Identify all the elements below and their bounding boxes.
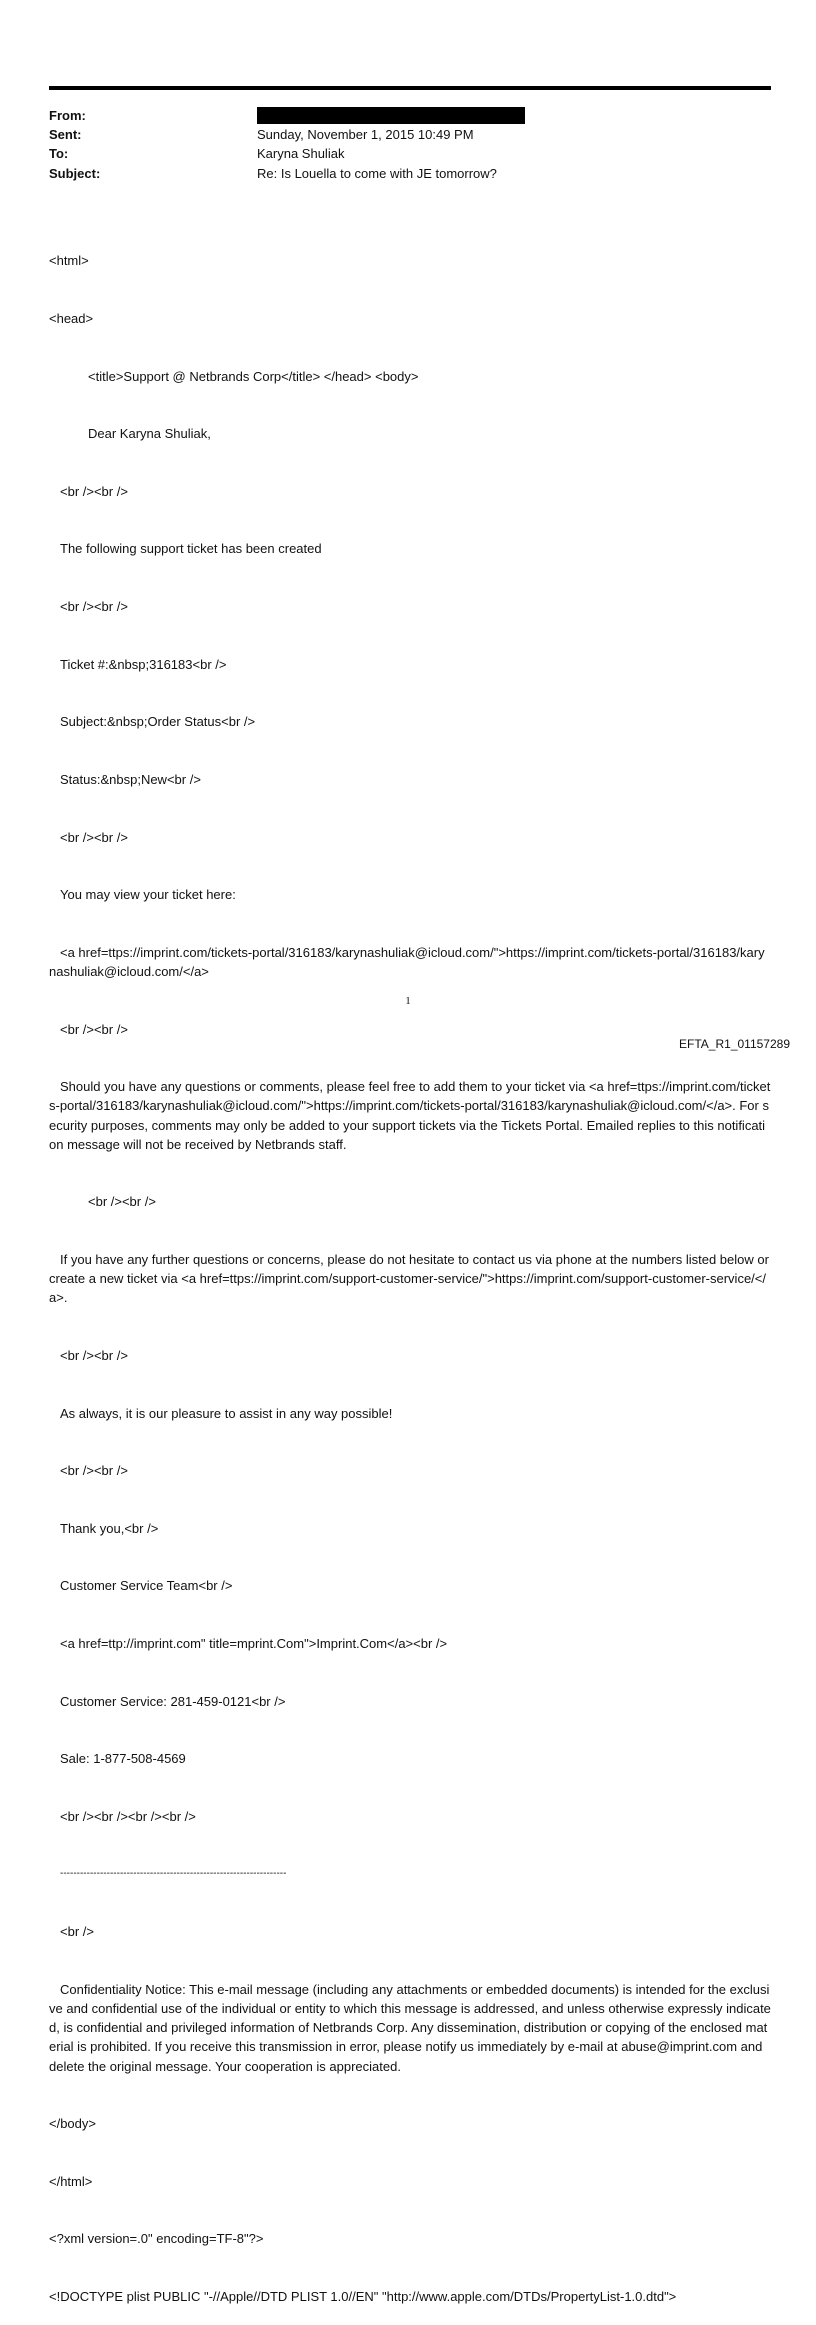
body-line: The following support ticket has been created <box>60 541 322 557</box>
body-line: <?xml version=.0" encoding=TF-8"?> <box>49 2231 264 2247</box>
body-line: Status:&nbsp;New<br /> <box>60 771 201 787</box>
body-line: Subject:&nbsp;Order Status<br /> <box>60 714 256 730</box>
sent-row <box>49 125 771 144</box>
body-line: <br /><br /> <box>60 829 128 845</box>
body-line: <a href=ttps://imprint.com/tickets-portal/316183/karynashuliak@icloud.com/">https://imprint.com/tickets-portal/316183/karynashuliak@icloud.com/</a> <box>49 944 765 979</box>
body-line: Customer Service: 281-459-0121<br /> <box>60 1693 286 1709</box>
from-label: From: <box>49 108 86 123</box>
body-line: <title>Support @ Netbrands Corp</title> </head> <body> <box>88 368 419 384</box>
body-line: <br /><br /><br /><br /> <box>60 1808 196 1824</box>
body-line: <!DOCTYPE plist PUBLIC "-//Apple//DTD PLIST 1.0//EN" "http://www.apple.com/DTDs/PropertyList-1.0.dtd"> <box>49 2288 677 2304</box>
body-line: </body> <box>49 2116 96 2132</box>
subject-value: Re: Is Louella to come with JE tomorrow? <box>257 165 497 181</box>
subject-label: Subject: <box>49 165 101 181</box>
to-value: Karyna Shuliak <box>257 146 345 162</box>
body-line: </html> <box>49 2173 93 2189</box>
page-number: 1 <box>405 995 411 1007</box>
email-body <box>49 213 771 2325</box>
sent-value: Sunday, November 1, 2015 10:49 PM <box>257 127 474 143</box>
body-line: <br /><br /> <box>88 1194 156 1210</box>
body-line: <br /><br /> <box>60 483 128 499</box>
body-line: As always, it is our pleasure to assist in any way possible! <box>60 1405 393 1421</box>
body-line: Thank you,<br /> <box>60 1520 159 1536</box>
body-line: <a href=ttp://imprint.com" title=mprint.Com">Imprint.Com</a><br /> <box>60 1636 448 1652</box>
body-line: <br /><br /> <box>60 1021 128 1037</box>
body-line: Sale: 1-877-508-4569 <box>60 1751 186 1767</box>
header-rule <box>49 86 771 90</box>
to-row <box>49 144 771 163</box>
redaction-box <box>257 107 525 124</box>
confidentiality-notice: Confidentiality Notice: This e-mail message (including any attachments or embedded documents) is intended for the exclusive and confidential use of the individual or entity to which this message is addressed, and unless otherwise expressly indicated, is confidential and privileged information of Netbrands Corp. Any dissemination, distribution or copying of the enclosed material is prohibited. If you receive this transmission in error, please notify us immediately by e-mail at abuse@imprint.com and delete the original message. Your cooperation is appreciated. <box>49 1981 771 2074</box>
sent-label: Sent: <box>49 127 82 143</box>
separator-line: -------------------------------------------------------------------- <box>60 1868 287 1880</box>
body-line: Customer Service Team<br /> <box>60 1578 233 1594</box>
to-label: To: <box>49 146 69 162</box>
bates-number: EFTA_R1_01157289 <box>679 1037 790 1051</box>
body-line: <br /> <box>60 1924 94 1940</box>
body-line: <br /><br /> <box>60 1463 128 1479</box>
email-header <box>49 106 771 183</box>
from-row <box>49 106 771 125</box>
body-line: Should you have any questions or comments, please feel free to add them to your ticket via <a href=ttps://imprint.com/tickets-portal/316183/karynashuliak@icloud.com/">https://imprint.com/tickets-portal/316183/karynashuliak@icloud.com/</a>. For security purposes, comments may only be added to your support tickets via the Tickets Portal. Emailed replies to this notification message will not be received by Netbrands staff. <box>49 1079 771 1152</box>
subject-row <box>49 164 771 183</box>
body-line: <html> <box>49 253 89 269</box>
body-line: Ticket #:&nbsp;316183<br /> <box>60 656 227 672</box>
body-line: You may view your ticket here: <box>60 887 236 903</box>
body-line: <br /><br /> <box>60 599 128 615</box>
body-line: <head> <box>49 311 94 327</box>
body-line: <br /><br /> <box>60 1347 128 1363</box>
body-line: Dear Karyna Shuliak, <box>88 426 211 442</box>
body-line: If you have any further questions or concerns, please do not hesitate to contact us via phone at the numbers listed below or create a new ticket via <a href=ttps://imprint.com/support-customer-service/">https://imprint.com/support-customer-service/</a>. <box>49 1251 773 1306</box>
